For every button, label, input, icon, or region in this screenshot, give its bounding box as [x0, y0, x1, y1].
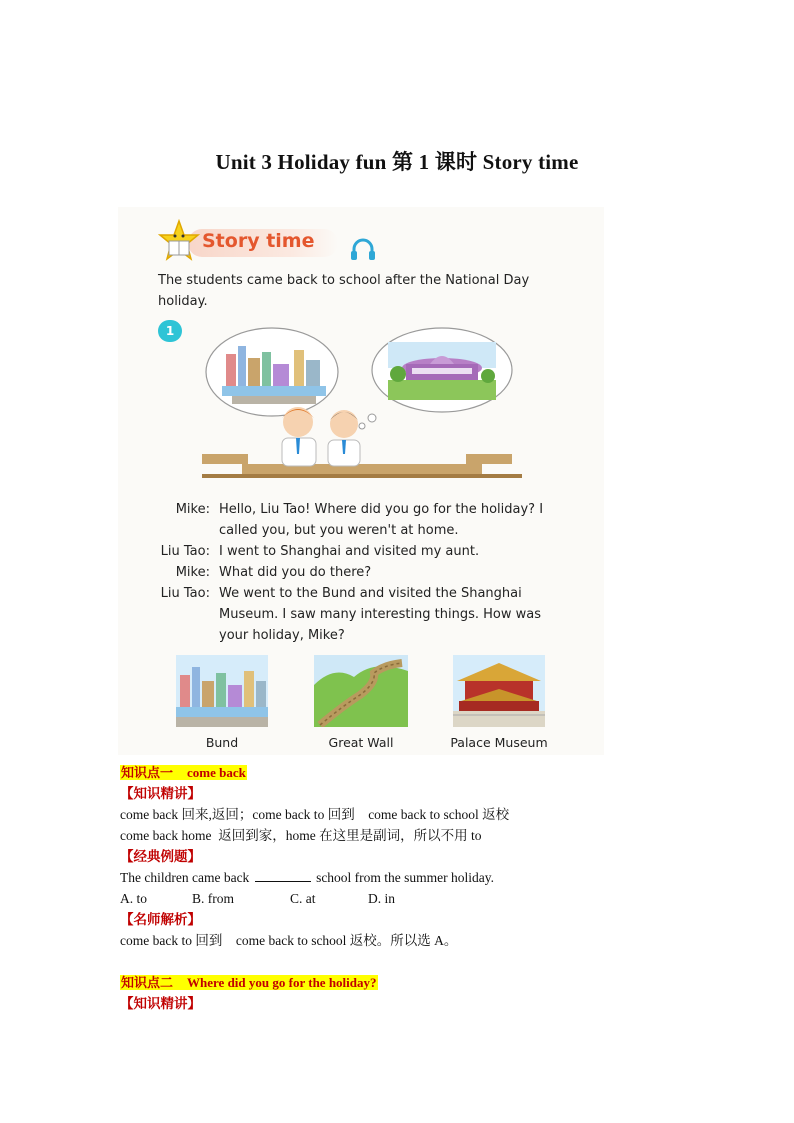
picture-number-badge: 1	[158, 320, 182, 342]
section-header: 【经典例题】	[120, 849, 201, 864]
kp1-title: 知识点一	[121, 765, 174, 780]
kp2-title: 知识点二	[121, 975, 174, 990]
picture-great-wall	[313, 655, 409, 750]
picture-bund	[174, 655, 270, 750]
dialogue-line	[152, 583, 592, 646]
classroom-scene-illustration	[202, 324, 522, 484]
dialogue-speaker: Liu Tao:	[160, 586, 210, 601]
story-intro: The students came back to school after the National Day holiday.	[158, 273, 530, 309]
knowledge-point-heading	[120, 762, 680, 783]
headphones-icon	[350, 237, 376, 261]
dialogue-speaker: Mike:	[175, 502, 210, 517]
question-text-end: school from the summer holiday.	[316, 870, 495, 885]
dialogue	[152, 499, 592, 646]
star-mascot-icon	[158, 219, 200, 265]
section-header: 【知识精讲】	[120, 996, 201, 1011]
answer-blank	[255, 868, 311, 882]
option-a: A. to	[120, 891, 147, 906]
kp1-phrase: come back	[187, 765, 246, 780]
explanation-line: come back home 返回到家，home 在这里是副词，所以不用 to	[120, 828, 482, 843]
palace-museum-image	[453, 655, 545, 727]
section-header: 【知识精讲】	[120, 786, 201, 801]
knowledge-point-heading	[120, 972, 680, 993]
dialogue-text: Hello, Liu Tao! Where did you go for the holiday? I called you, but you weren't at home.	[219, 502, 544, 538]
dialogue-text: I went to Shanghai and visited my aunt.	[219, 544, 480, 559]
picture-caption: Bund	[205, 735, 239, 750]
option-d: D. in	[368, 891, 395, 906]
dialogue-line	[152, 499, 592, 541]
kp2-phrase: Where did you go for the holiday?	[187, 975, 377, 990]
option-c: C. at	[290, 891, 316, 906]
picture-palace-museum	[444, 655, 554, 750]
dialogue-speaker: Mike:	[175, 565, 210, 580]
answer-explanation: come back to 回到 come back to school 返校。所以选 A。	[120, 933, 458, 948]
question-text-start: The children came back	[120, 870, 250, 885]
dialogue-line	[152, 541, 592, 562]
picture-caption: Palace Museum	[450, 735, 548, 750]
dialogue-text: We went to the Bund and visited the Shanghai Museum. I saw many interesting things. How was your holiday, Mike?	[219, 586, 542, 643]
textbook-illustration-panel	[118, 207, 604, 755]
great-wall-image	[314, 655, 408, 727]
example-question	[120, 867, 680, 888]
dialogue-speaker: Liu Tao:	[160, 544, 210, 559]
paragraph-gap	[120, 951, 680, 972]
dialogue-line	[152, 562, 592, 583]
answer-options	[120, 888, 680, 909]
option-b: B. from	[192, 891, 234, 906]
explanation-line: come back 回来,返回；come back to 回到 come back to school 返校	[120, 807, 510, 822]
knowledge-notes	[120, 762, 680, 1014]
dialogue-text: What did you do there?	[219, 565, 372, 580]
picture-caption: Great Wall	[328, 735, 394, 750]
section-header: 【名师解析】	[120, 912, 201, 927]
page-title: Unit 3 Holiday fun 第 1 课时 Story time	[215, 150, 579, 174]
banner-label: Story time	[202, 230, 315, 252]
bund-image	[176, 655, 268, 727]
story-time-banner	[158, 219, 358, 265]
